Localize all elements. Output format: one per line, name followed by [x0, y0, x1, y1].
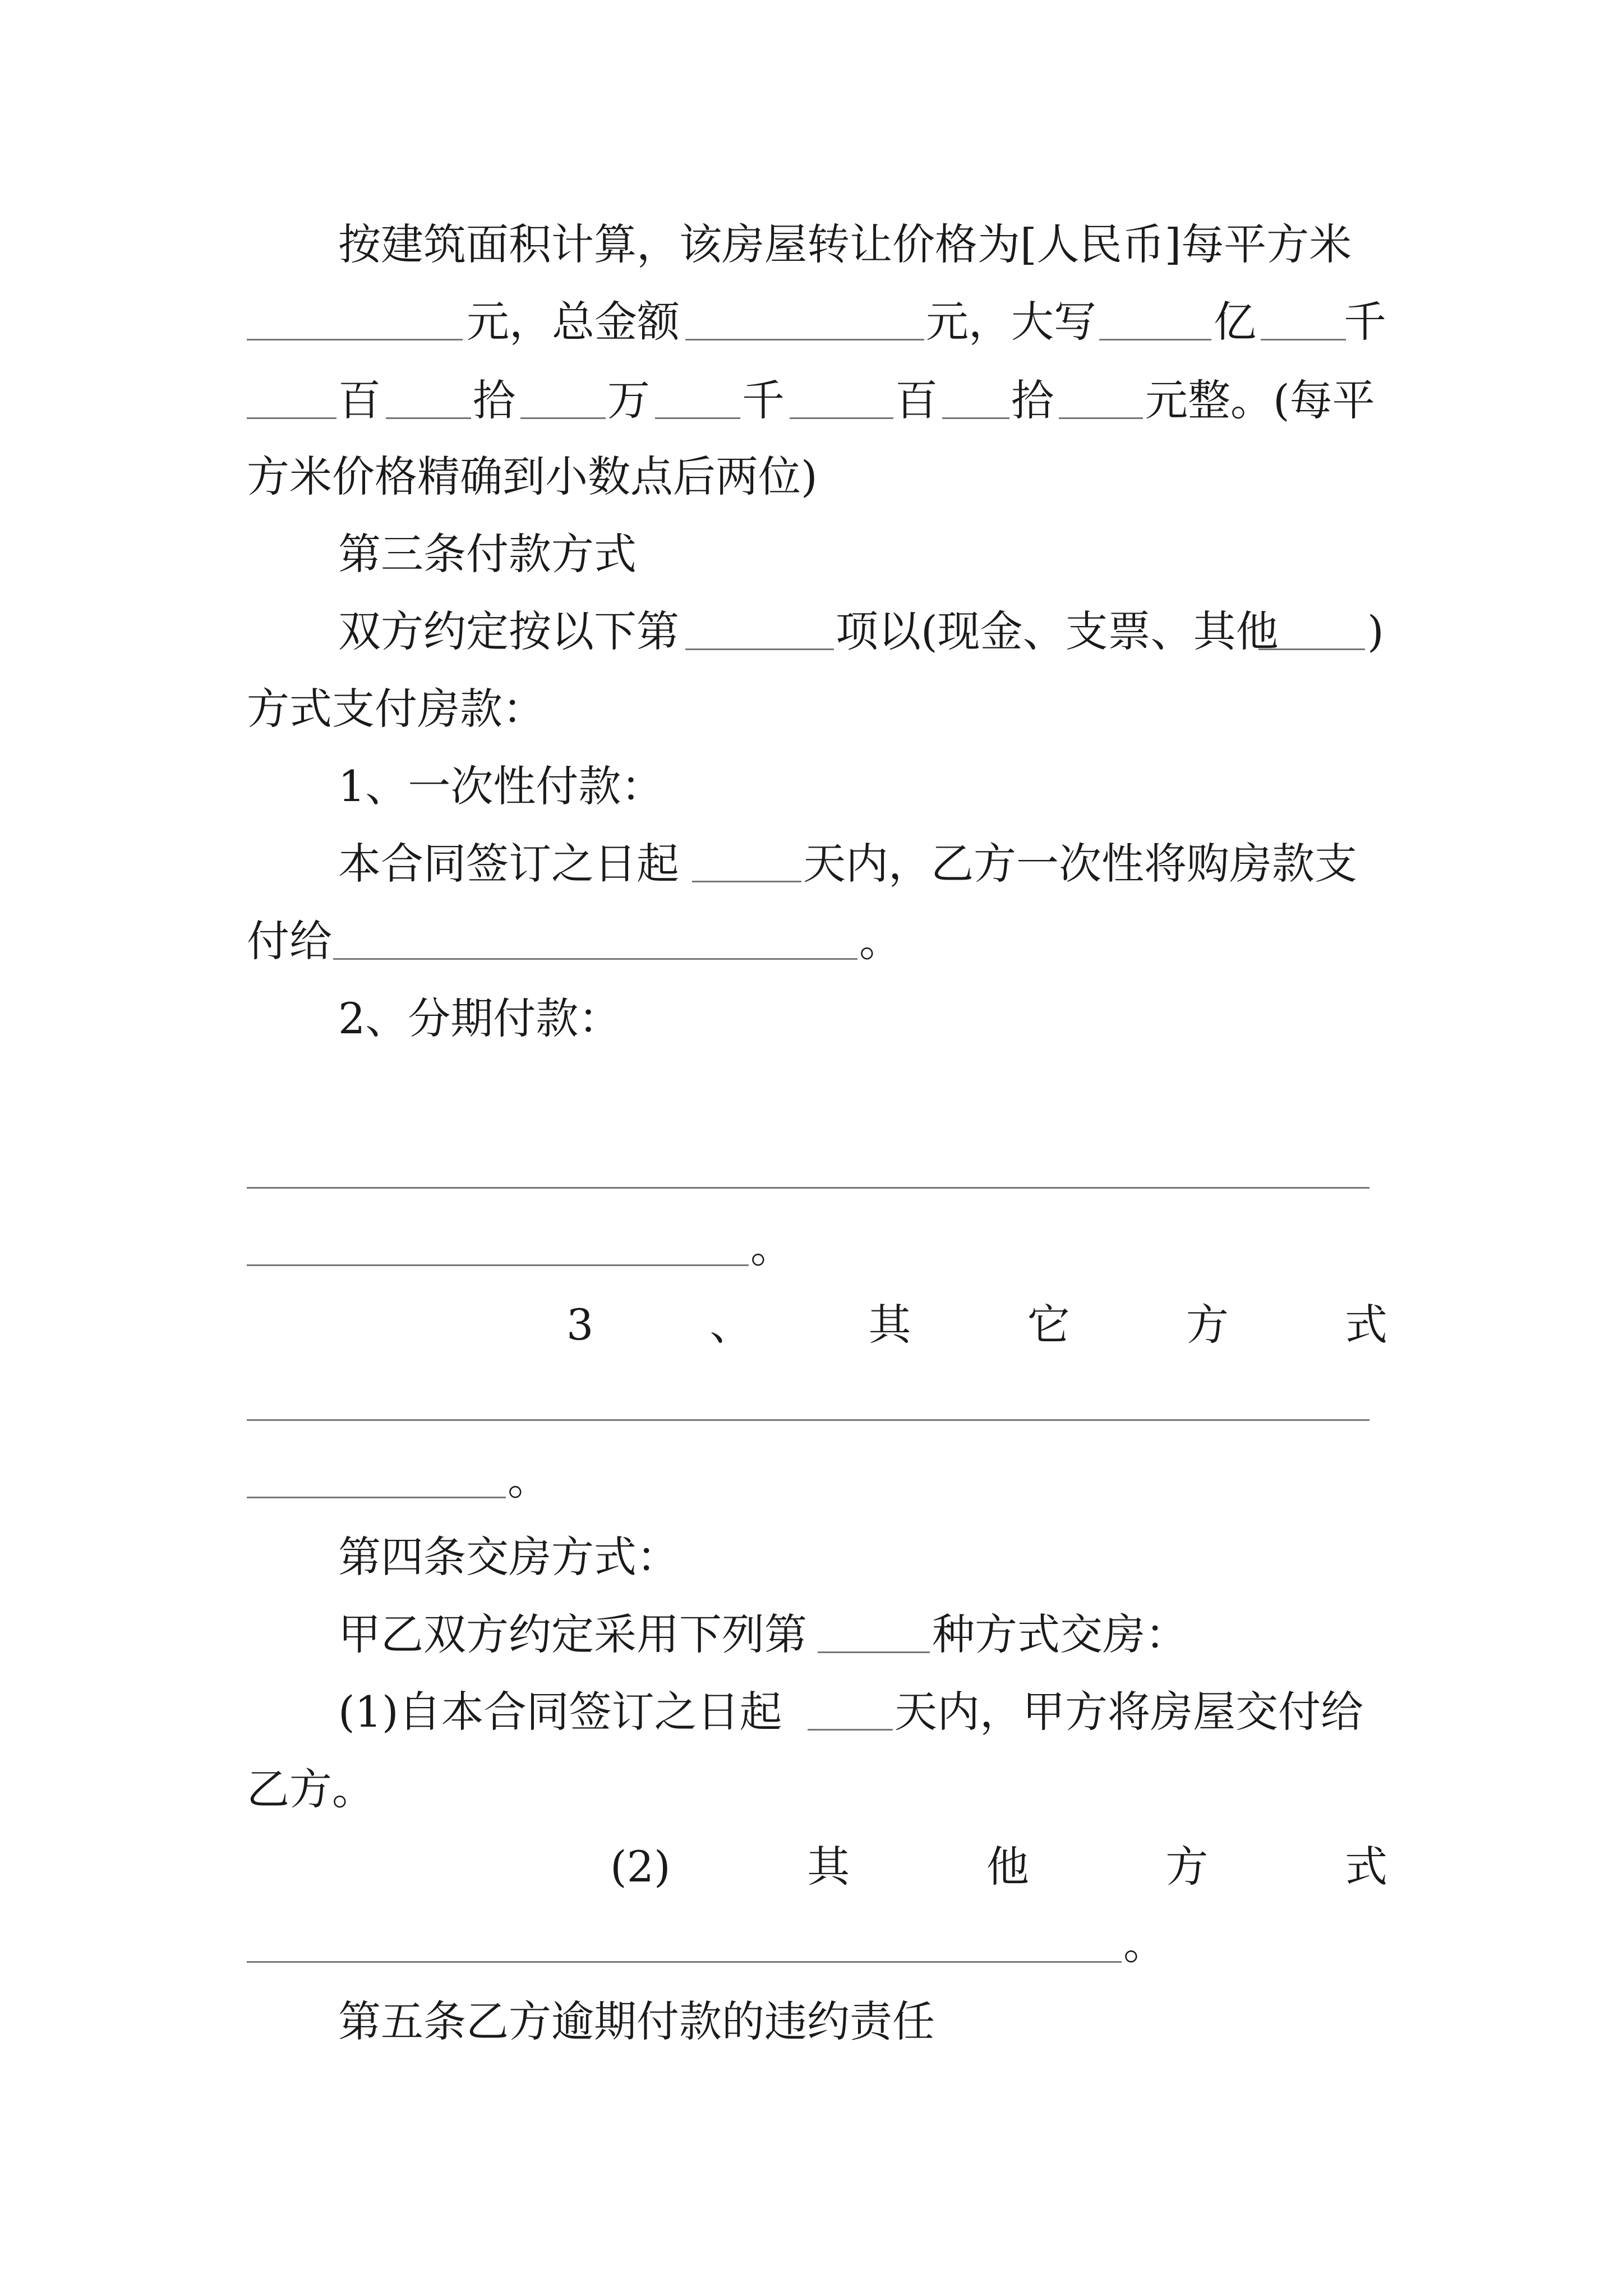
- wan-blank[interactable]: [520, 417, 606, 419]
- lump-sum-line1-part2: 天内，乙方一次性将购房款支: [803, 839, 1357, 889]
- price-precision-note: 方米价格精确到小数点后两位): [247, 452, 818, 501]
- yuan-zheng-label: 元整。(每平: [1145, 375, 1375, 425]
- payment-agree-part2: 项以(现金、支票、其他: [836, 606, 1279, 656]
- total-amount-blank[interactable]: [685, 339, 924, 341]
- handover-agree-part2: 种方式交房：: [932, 1609, 1188, 1659]
- yi-label: 亿: [1214, 297, 1256, 347]
- handover-opt2-char: (2): [610, 1842, 671, 1892]
- lump-sum-line1-part1: 本合同签订之日起: [338, 839, 679, 889]
- payment-agree-part1: 双方约定按以下第: [338, 606, 679, 656]
- other-method-char: 它: [1027, 1300, 1070, 1350]
- handover-opt2-end: 。: [1123, 1919, 1166, 1969]
- article-4-title: 第四条交房方式：: [338, 1532, 679, 1582]
- qian-blank[interactable]: [1261, 339, 1346, 341]
- payment-other-blank[interactable]: [1258, 648, 1365, 650]
- uppercase-amount-label: 元，大写: [926, 297, 1096, 347]
- installment-blank-line-1[interactable]: [247, 1187, 1370, 1189]
- article-5-title: 第五条乙方逾期付款的违约责任: [338, 1996, 935, 2046]
- handover-days-blank[interactable]: [808, 1729, 893, 1731]
- handover-opt1-part2: 天内，甲方将房屋交付给: [895, 1687, 1363, 1737]
- shi-blank-2[interactable]: [942, 417, 1009, 419]
- shi-label-2: 拾: [1011, 375, 1054, 425]
- yi-blank[interactable]: [1099, 339, 1211, 341]
- yuan-blank[interactable]: [1059, 417, 1143, 419]
- payment-item-blank[interactable]: [685, 648, 834, 650]
- other-method-char: 其: [868, 1300, 911, 1350]
- bai-blank-1[interactable]: [247, 417, 336, 419]
- price-paragraph-line-1: 按建筑面积计算，该房屋转让价格为[人民币]每平方米: [338, 219, 1352, 269]
- shi-blank-1[interactable]: [386, 417, 471, 419]
- shi-label-1: 拾: [473, 375, 515, 425]
- payment-agree-part3: ): [1367, 606, 1384, 656]
- installment-blank-line-2[interactable]: [247, 1264, 749, 1266]
- other-method-end: 。: [508, 1455, 550, 1504]
- handover-opt2-line: [610, 1842, 1387, 1892]
- lump-sum-days-blank[interactable]: [692, 881, 801, 882]
- price-per-sqm-blank[interactable]: [247, 339, 463, 341]
- other-method-blank-line-1[interactable]: [247, 1419, 1370, 1421]
- other-method-line: [566, 1300, 1387, 1350]
- lump-sum-payee-blank[interactable]: [333, 958, 857, 960]
- handover-opt2-char: 他: [986, 1842, 1029, 1892]
- other-method-char: 、: [709, 1300, 753, 1350]
- installment-title: 2、分期付款：: [338, 993, 621, 1043]
- qian-blank-2[interactable]: [655, 417, 740, 419]
- bai-label-1: 百: [338, 375, 381, 425]
- handover-opt2-char: 方: [1165, 1842, 1209, 1892]
- handover-opt1-part1: (1)自本合同签订之日起: [338, 1687, 782, 1737]
- handover-opt2-char: 其: [807, 1842, 850, 1892]
- lump-sum-title: 1、一次性付款：: [338, 761, 664, 811]
- total-amount-label: 元，总金额: [467, 297, 680, 347]
- bai-blank-2[interactable]: [790, 417, 893, 419]
- article-3-title: 第三条付款方式: [338, 529, 637, 579]
- other-method-blank-line-2[interactable]: [247, 1497, 506, 1498]
- qian-label: 千: [1344, 297, 1386, 347]
- qian-label-2: 千: [742, 375, 785, 425]
- installment-end: 。: [750, 1222, 793, 1272]
- lump-sum-line2-part1: 付给: [247, 916, 332, 966]
- other-method-char: 3: [566, 1300, 594, 1350]
- handover-other-blank[interactable]: [247, 1961, 1122, 1963]
- other-method-char: 式: [1344, 1300, 1387, 1350]
- bai-label-2: 百: [895, 375, 938, 425]
- other-method-char: 方: [1186, 1300, 1229, 1350]
- handover-method-blank[interactable]: [818, 1651, 930, 1653]
- handover-opt2-char: 式: [1344, 1842, 1387, 1892]
- wan-label: 万: [607, 375, 650, 425]
- handover-opt1-line2: 乙方。: [247, 1764, 375, 1814]
- handover-agree-part1: 甲乙双方约定采用下列第: [338, 1609, 807, 1659]
- payment-agree-line2: 方式支付房款：: [247, 684, 545, 734]
- lump-sum-line2-end: 。: [859, 916, 902, 966]
